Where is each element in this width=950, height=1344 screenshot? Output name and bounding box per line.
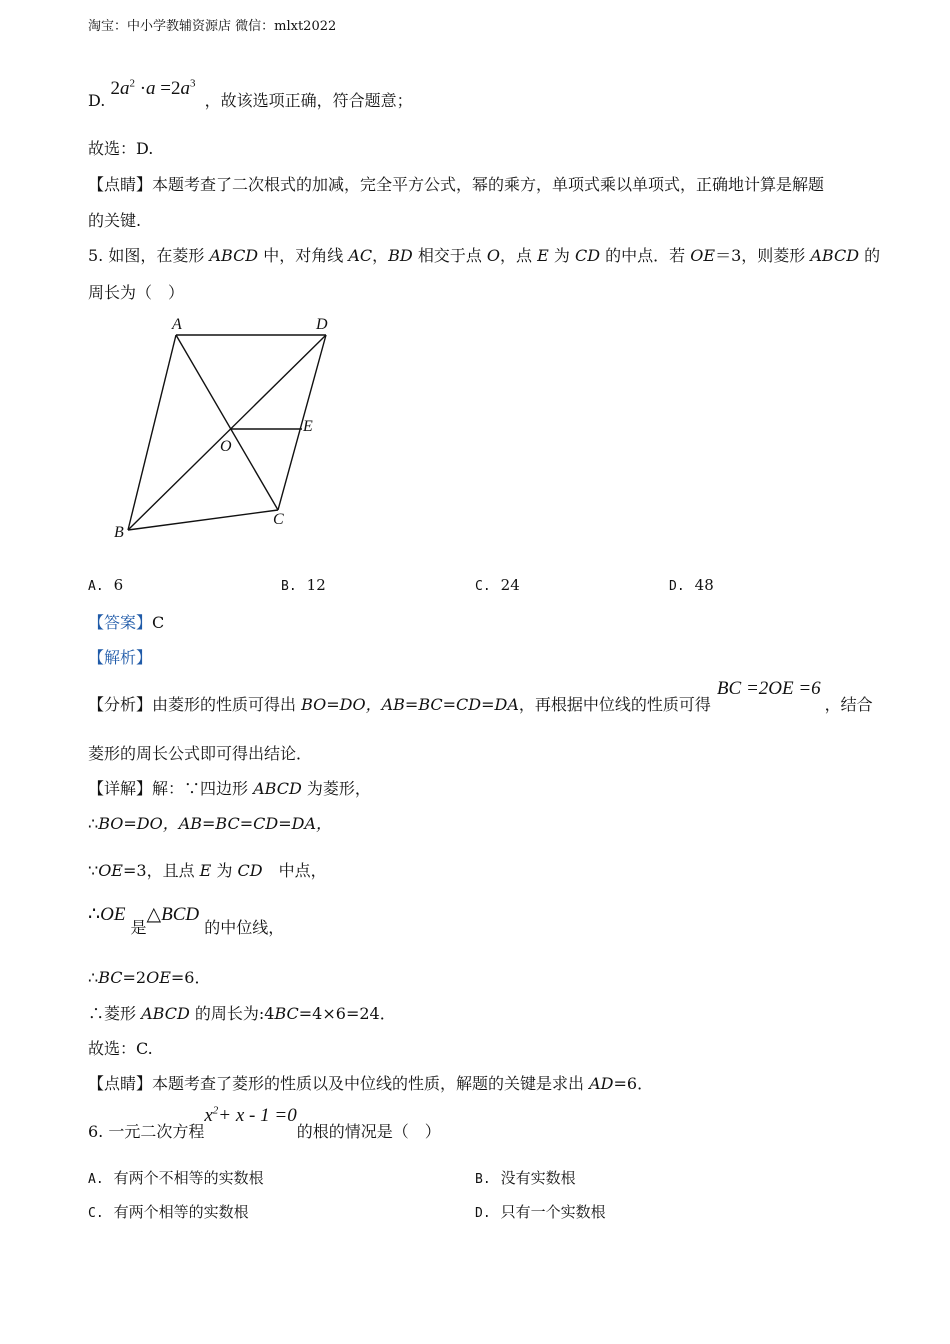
edge-cb: [128, 510, 278, 530]
q5-detail-line: 【详解】解：∵四边形 ABCD 为菱形，: [88, 779, 371, 798]
q5-step4: ∴BC=2OE=6．: [88, 968, 211, 987]
q5-fenxi-line1: 【分析】由菱形的性质可得出 BO=DO，AB=BC=CD=DA，再根据中位线的性质可得BC =2OE =6，结合: [88, 678, 873, 714]
q5-analysis-tag: 【解析】: [88, 648, 153, 667]
q4-math: $2a^2 \cdot a =2a^3$: [110, 77, 196, 99]
edge-dc: [278, 335, 326, 510]
label-o: O: [220, 438, 232, 455]
q5-choose: 故选：C.: [88, 1039, 153, 1058]
q6-option-a: A. 有两个不相等的实数根: [88, 1169, 264, 1187]
q4-comment-line1: 【点睛】本题考查了二次根式的加减，完全平方公式，幂的乘方，单项式乘以单项式，正确地计算是解题: [88, 175, 825, 194]
q5-step1: ∴BO=DO，AB=BC=CD=DA，: [88, 814, 332, 833]
page-header: 淘宝：中小学教辅资源店 微信：mlxt2022: [88, 19, 337, 34]
q6-option-d: D. 只有一个实数根: [475, 1203, 606, 1221]
q5-answer: 【答案】C: [88, 613, 165, 632]
q5-stem-line1: 5. 如图，在菱形 ABCD 中，对角线 AC，BD 相交于点 O，点 E 为 CD 的中点．若 OE＝3，则菱形 ABCD 的: [88, 246, 881, 265]
q5-comment: 【点睛】本题考查了菱形的性质以及中位线的性质，解题的关键是求出 AD=6．: [88, 1074, 654, 1093]
q5-step5: ∴菱形 ABCD 的周长为:4BC=4×6=24．: [88, 1004, 396, 1023]
q4-option-d-line: D. $2a^2 \cdot a =2a^3$ ，故该选项正确，符合题意；: [88, 77, 413, 110]
q5-option-b: B. 12: [281, 576, 326, 594]
rhombus-figure: [100, 310, 360, 550]
q6-option-c: C. 有两个相等的实数根: [88, 1203, 249, 1221]
q5-option-c: C. 24: [475, 576, 520, 594]
q5-option-d: D. 48: [669, 576, 714, 594]
edge-ba: [128, 335, 176, 530]
diagonal-ac: [176, 335, 278, 510]
label-c: C: [273, 511, 284, 528]
diagonal-bd: [128, 335, 326, 530]
label-e: E: [303, 418, 313, 435]
q5-step2: ∵OE=3，且点 E 为 CD 中点，: [88, 861, 327, 880]
q5-stem-line2: 周长为（ ）: [88, 283, 185, 302]
label-a: A: [172, 316, 182, 333]
q5-step3: ∴OE 是△BCD 的中位线，: [88, 904, 285, 937]
fenxi-math: BC =2OE =6: [716, 678, 821, 699]
q6-equation: $x^2+ x - 1 =0$: [204, 1104, 297, 1126]
label-d: D: [316, 316, 328, 333]
q5-fenxi-line2: 菱形的周长公式即可得出结论．: [88, 744, 313, 763]
q6-option-b: B. 没有实数根: [475, 1169, 576, 1187]
q4-comment-line2: 的关键.: [88, 211, 142, 230]
label-b: B: [114, 524, 124, 541]
q4-choose: 故选：D.: [88, 139, 154, 158]
q5-option-a: A. 6: [88, 576, 124, 594]
q6-stem: 6. 一元二次方程$x^2+ x - 1 =0$的根的情况是（ ）: [88, 1104, 441, 1141]
